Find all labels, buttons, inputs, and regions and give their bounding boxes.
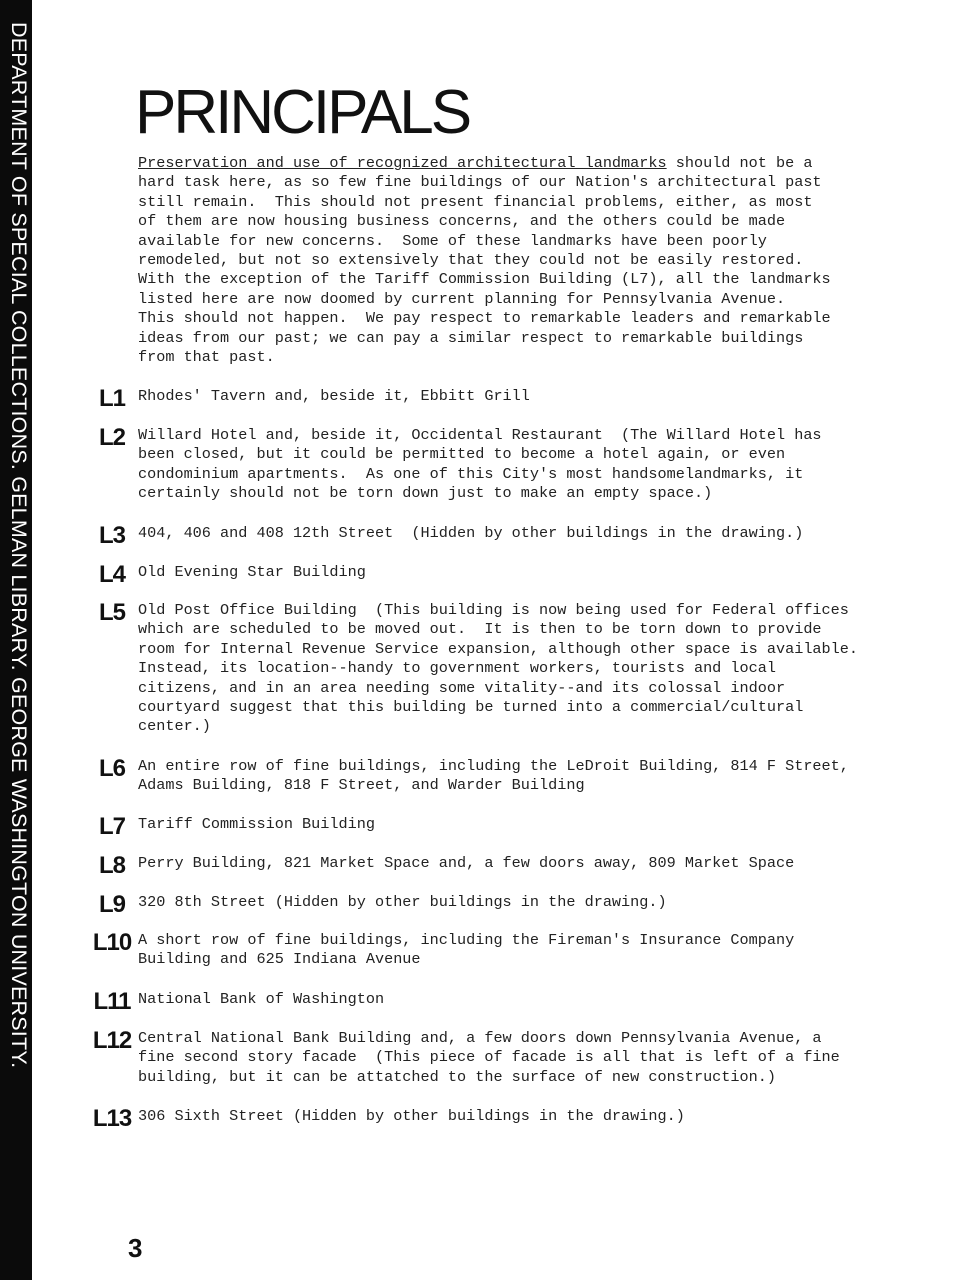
landmark-description: National Bank of Washington — [138, 990, 385, 1008]
landmark-code: L2 — [98, 424, 125, 451]
landmark-code: L4 — [98, 561, 125, 588]
landmark-code: L6 — [98, 755, 125, 782]
page-title: PRINCIPALS — [135, 78, 470, 147]
intro-underlined-phrase: Preservation and use of recognized architectural landmarks — [138, 154, 667, 172]
landmark-code: L5 — [98, 599, 125, 626]
landmark-code: L7 — [98, 813, 125, 840]
landmark-description: Perry Building, 821 Market Space and, a few doors away, 809 Market Space — [138, 854, 795, 872]
landmark-description: An entire row of fine buildings, including the LeDroit Building, 814 F Street, Adams Building, 818 F Street, and Warder Building — [138, 757, 849, 795]
landmark-code: L11 — [93, 988, 131, 1015]
landmark-description: Old Post Office Building (This building is now being used for Federal offices which are scheduled to be moved out. It is then to be torn down to provide room for Internal Revenue Service expansion, although other space is available. Instead, its location--handy to government workers, tourists and local citizens, and in an area needing some vitality--and its colossal indoor courtyard suggest that this building be turned into a commercial/cultural center.) — [138, 601, 859, 736]
page-number: 3 — [128, 1233, 143, 1263]
landmark-description: Tariff Commission Building — [138, 815, 375, 833]
landmark-description: Willard Hotel and, beside it, Occidental Restaurant (The Willard Hotel has been closed, but it could be permitted to become a hotel again, or even condominium apartments. As one of this City's most handsomelandmarks, it certainly should not be torn down just to make an empty space.) — [138, 426, 822, 503]
landmark-code: L9 — [98, 891, 125, 918]
landmark-description: 306 Sixth Street (Hidden by other buildings in the drawing.) — [138, 1107, 685, 1125]
landmark-description: Old Evening Star Building — [138, 563, 366, 581]
archive-credit-label: DEPARTMENT OF SPECIAL COLLECTIONS. GELMAN LIBRARY. GEORGE WASHINGTON UNIVERSITY. — [7, 22, 31, 1069]
archive-side-strip — [0, 0, 32, 1280]
intro-text: should not be a hard task here, as so few fine buildings of our Nation's architectural past still remain. This should not present financial problems, either, as most of them are now housing business concerns, and the others could be made available for new concerns. Some of these landmarks have been poorly remodeled, but not so extensively that they could not be easily restored. With the exception of the Tariff Commission Building (L7), all the landmarks listed here are now doomed by current planning for Pennsylvania Avenue. This should not happen. We pay respect to remarkable leaders and remarkable ideas from our past; we can pay a similar respect to remarkable buildings from that past. — [138, 154, 831, 367]
intro-paragraph — [138, 154, 831, 367]
landmark-code: L12 — [92, 1027, 132, 1054]
landmark-code: L8 — [98, 852, 125, 879]
landmark-code: L13 — [92, 1105, 132, 1132]
landmark-description: Central National Bank Building and, a few doors down Pennsylvania Avenue, a fine second story facade (This piece of facade is all that is left of a fine building, but it can be attatched to the surface of new construction.) — [138, 1029, 840, 1086]
landmark-description: A short row of fine buildings, including the Fireman's Insurance Company Building and 625 Indiana Avenue — [138, 931, 795, 969]
landmark-code: L1 — [98, 385, 125, 412]
landmark-code: L10 — [92, 929, 132, 956]
landmark-description: 404, 406 and 408 12th Street (Hidden by other buildings in the drawing.) — [138, 524, 804, 542]
landmark-description: 320 8th Street (Hidden by other buildings in the drawing.) — [138, 893, 667, 911]
landmark-code: L3 — [98, 522, 125, 549]
landmark-description: Rhodes' Tavern and, beside it, Ebbitt Grill — [138, 387, 530, 405]
